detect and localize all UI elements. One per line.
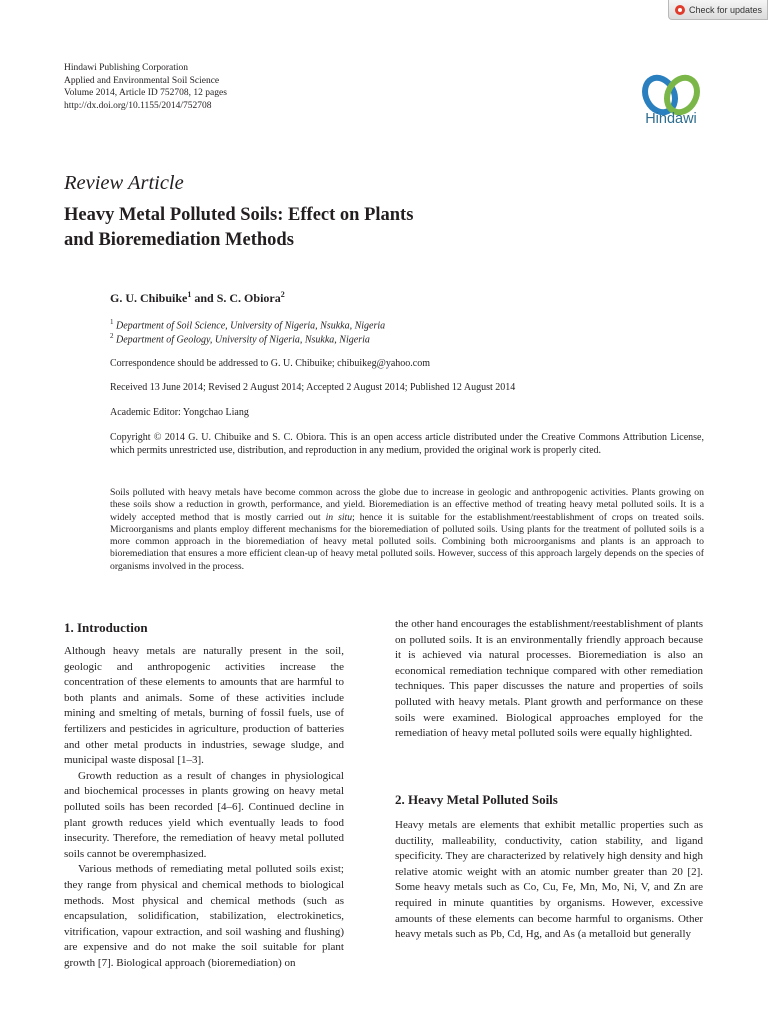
academic-editor: Academic Editor: Yongchao Liang [110,407,249,418]
affiliation-1-text: Department of Soil Science, University of Nigeria, Nsukka, Nigeria [116,320,386,332]
journal-header [64,62,227,112]
publisher: Hindawi Publishing Corporation [64,63,189,73]
abstract [110,487,704,573]
paragraph: Growth reduction as a result of changes in physiological and biochemical processes in plants growing on heavy metal polluted soils has been recorded [4–6]. Continued decline in plant growth reduces yield which eventually leads to food insecurity. Therefore, the remediation of heavy metal polluted soils cannot be overemphasized. [64,769,344,860]
title-line-1: Heavy Metal Polluted Soils: Effect on Plants [64,205,414,225]
abstract-part-b: ; hence it is suitable for the establishment/reestablishment of crops on treated soils. Microorganisms and plants employ different mechanisms for the bioremediation of polluted soils. Using plants for the treatment of polluted soils is a more common approach in the bioremediation of heavy metal polluted soils. Combining both microorganisms and plants is an approach to bioremediation that ensures a more efficient clean-up of heavy metal polluted soils. However, success of this approach largely depends on the species of organisms involved in the process. [110,511,704,572]
check-updates-button[interactable] [668,0,768,20]
article-dates: Received 13 June 2014; Revised 2 August 2014; Accepted 2 August 2014; Published 12 August 2014 [110,382,516,393]
affiliation-1 [110,318,385,331]
copyright-notice: Copyright © 2014 G. U. Chibuike and S. C. Obiora. This is an open access article distributed under the Creative Commons Attribution License, which permits unrestricted use, distribution, and reproduction in any medium, provided the original work is properly cited. [110,432,704,456]
title-line-2: and Bioremediation Methods [64,230,294,250]
affiliation-1-sup: 1 [110,318,114,326]
correspondence: Correspondence should be addressed to G. U. Chibuike; chibuikeg@yahoo.com [110,358,430,369]
author-1-affil-sup: 1 [187,290,192,299]
check-updates-label: Check for updates [689,4,763,15]
journal-name: Applied and Environmental Soil Science [64,75,220,86]
check-updates-icon [675,5,685,15]
journal-volume: Volume 2014, Article ID 752708, 12 pages [64,88,227,98]
right-column-body [395,617,703,742]
section-heading-polluted-soils: 2. Heavy Metal Polluted Soils [395,792,558,807]
affiliation-2-sup: 2 [110,332,114,340]
abstract-part-a: Soils polluted with heavy metals have become common across the globe due to increase in geologic and anthropogenic activities. Plants growing on these soils show a reduction in growth, performance, and yield. Bioremediation is an effective method of treating heavy metal polluted soils. It is a widely accepted method that is mostly carried out [110,487,704,523]
abstract-italic: in situ [325,511,353,523]
affiliation-2 [110,332,370,345]
author-list [110,290,285,306]
paragraph: Various methods of remediating metal polluted soils exist; they range from physical and chemical methods to biological methods. Most physical and chemical methods (such as encapsulation, solidification, stabilization, electrokinetics, vitrification, vapour extraction, and soil washing and flushing) are expensive and do not make the soil suitable for plant growth [7]. Biological approach (bioremediation) on [64,863,344,969]
author-1: G. U. Chibuike [110,291,188,305]
author-2: S. C. Obiora [216,291,281,305]
paragraph: Heavy metals are elements that exhibit metallic properties such as ductility, malleability, conductivity, cation stability, and ligand specificity. They are characterized by relatively high density and high relative atomic weight with an atomic number greater than 20 [2]. Some heavy metals such as Co, Cu, Fe, Mn, Mo, Ni, V, and Zn are required in minute quantities by organisms. However, excessive amounts of these elements can become harmful to organisms. Other heavy metals such as Pb, Cd, Hg, and As (a metalloid but generally [395,819,703,941]
paragraph: Although heavy metals are naturally present in the soil, geologic and anthropogenic activities increase the concentration of these elements to amounts that are harmful to both plants and animals. Some of these activities include mining and smelting of metals, burning of fossil fuels, use of fertilizers and pesticides in agriculture, production of batteries and other metal products in industries, sewage sludge, and municipal waste disposal [1–3]. [64,645,344,767]
author-2-affil-sup: 2 [280,290,285,299]
article-title [64,203,704,253]
paragraph: the other hand encourages the establishment/reestablishment of plants on polluted soils. It is an environmentally friendly approach because it is achieved via natural processes. Bioremediation is also an economical remediation technique compared with other remediation techniques. This paper discusses the nature and properties of soils polluted with heavy metals. Plant growth and performance on these soils were examined. Biological approaches employed for the remediation of heavy metal polluted soils were equally highlighted. [395,618,703,740]
section-heading-introduction: 1. Introduction [64,620,148,635]
article-type: Review Article [64,172,184,194]
left-column-body [64,644,344,971]
affiliation-2-text: Department of Geology, University of Nigeria, Nsukka, Nigeria [116,334,370,346]
right-column-body-2 [395,818,703,943]
hindawi-logo-label: Hindawi [645,111,697,127]
doi-link[interactable]: http://dx.doi.org/10.1155/2014/752708 [64,100,212,111]
author-separator: and [191,291,217,305]
